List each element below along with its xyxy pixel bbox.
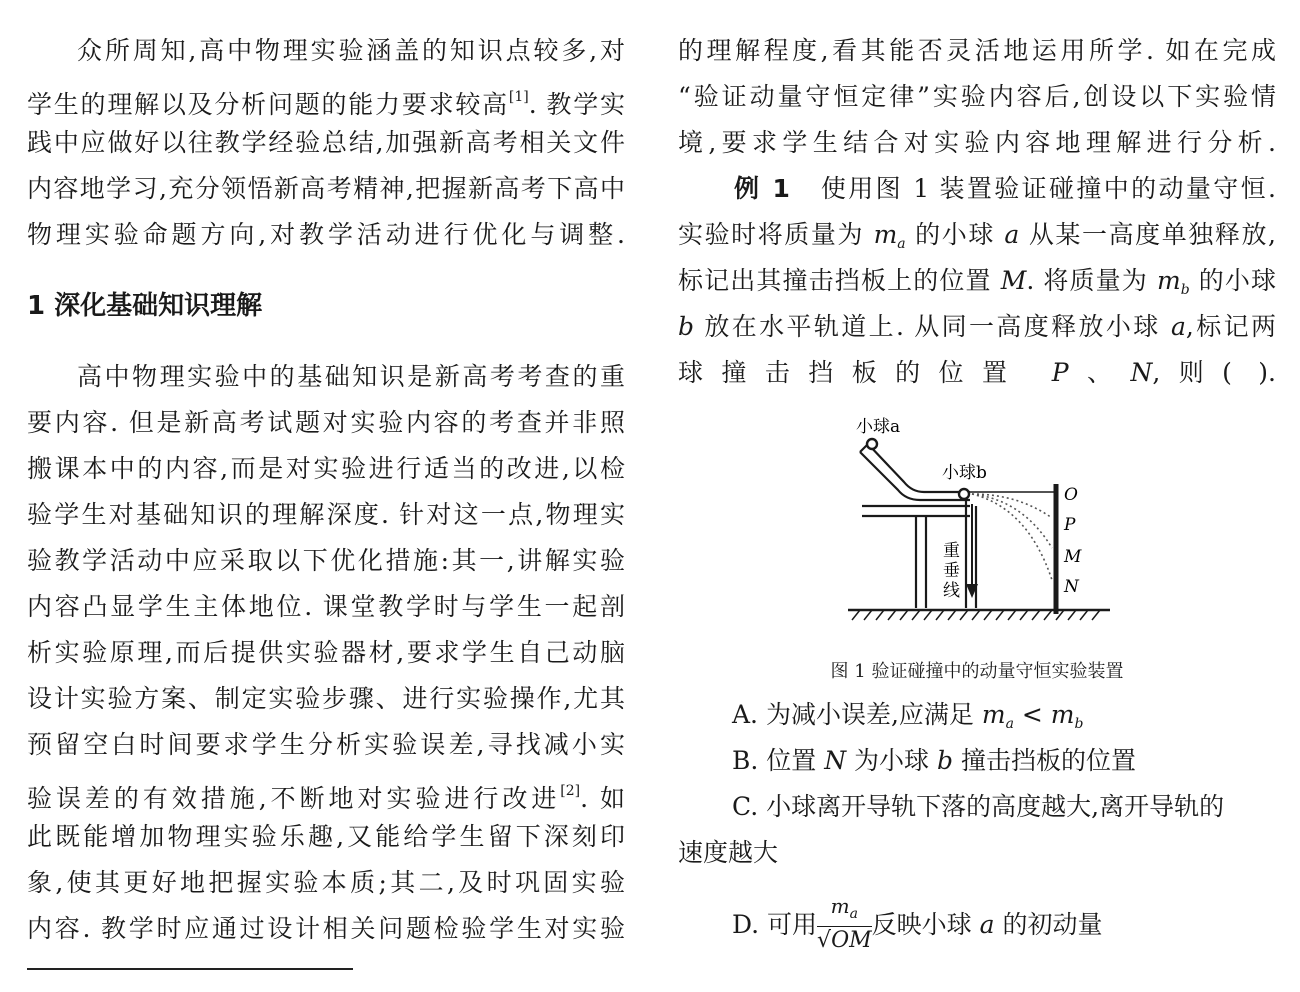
ball-b-label: 小球b: [942, 463, 987, 483]
text-line: 预留空白时间要求学生分析实验误差,寻找减小实: [27, 730, 625, 759]
intro-paragraph: [27, 28, 625, 258]
footnote-divider: [27, 968, 353, 970]
ball-a-label: 小球a: [856, 417, 901, 437]
figure-caption: 图 1 验证碰撞中的动量守恒实验装置: [830, 661, 1124, 682]
text-line: 要内容. 但是新高考试题对实验内容的考查并非照: [27, 408, 625, 437]
option-d[interactable]: D. 可用 $\frac{m_a}{√OM}$ 反映小球 a 的初动量: [732, 894, 1103, 953]
plumb-label: 垂: [943, 561, 960, 581]
text-line: 例 1 使用图 1 装置验证碰撞中的动量守恒.: [734, 174, 1277, 203]
text-line: 内容凸显学生主体地位. 课堂教学时与学生一起剖: [27, 592, 625, 621]
horizontal-rail: [862, 506, 970, 516]
text-line: 设计实验方案、制定实验步骤、进行实验操作,尤其: [27, 684, 625, 713]
text-line: 球撞击挡板的位置 P、N,则( ).: [678, 358, 1276, 387]
text-line: b 放在水平轨道上. 从同一高度释放小球 a,标记两: [678, 312, 1276, 341]
mark-label: O: [1064, 485, 1078, 505]
plumb-label: 线: [943, 581, 960, 601]
mark-label: N: [1064, 577, 1079, 597]
table-leg: [916, 516, 926, 608]
ground-hatch: [852, 610, 1100, 620]
text-line: 高中物理实验中的基础知识是新高考考查的重: [77, 362, 625, 391]
citation-ref[interactable]: [1]: [508, 89, 529, 105]
text-line: 标记出其撞击挡板上的位置 M. 将质量为 $m_b$ 的小球: [678, 266, 1277, 298]
text-line: “验证动量守恒定律”实验内容后,创设以下实验情: [678, 82, 1276, 111]
fraction: $\frac{m_a}{√OM}$: [817, 894, 872, 953]
option-c-continued: 速度越大: [678, 838, 779, 867]
option-c[interactable]: C. 小球离开导轨下落的高度越大,离开导轨的: [732, 792, 1225, 821]
text-line: 践中应做好以往教学经验总结,加强新高考相关文件: [27, 128, 625, 157]
text-line: 此既能增加物理实验乐趣,又能给学生留下深刻印: [27, 822, 625, 851]
body-paragraph: [27, 354, 625, 952]
citation-ref[interactable]: [2]: [560, 783, 581, 799]
text-line: 境,要求学生结合对实验内容地理解进行分析.: [678, 128, 1276, 157]
option-a[interactable]: A. 为减小误差,应满足 $m_a < m_b$: [732, 700, 1084, 732]
ball-a: [867, 439, 877, 449]
plumb-label: 重: [943, 541, 960, 561]
trajectories: [972, 494, 1052, 580]
apparatus-figure: [848, 408, 1110, 628]
text-line: 内容地学习,充分领悟新高考精神,把握新高考下高中: [27, 174, 625, 203]
text-line: 的理解程度,看其能否灵活地运用所学. 如在完成: [678, 36, 1276, 65]
text-line: 搬课本中的内容,而是对实验进行适当的改进,以检: [27, 454, 625, 483]
mark-label: P: [1064, 515, 1076, 535]
ball-b: [959, 489, 969, 499]
text-line: 众所周知,高中物理实验涵盖的知识点较多,对: [77, 36, 625, 65]
text-line: 验学生对基础知识的理解深度. 针对这一点,物理实: [27, 500, 625, 529]
section-title: 1 深化基础知识理解: [27, 291, 263, 321]
text-line: 验教学活动中应采取以下优化措施:其一,讲解实验: [27, 546, 625, 575]
example-label: 例 1: [734, 174, 790, 203]
example-paragraph: [678, 166, 1276, 396]
text-line: 实验时将质量为 $m_a$ 的小球 a 从某一高度单独释放,: [678, 220, 1276, 252]
text-line: 学生的理解以及分析问题的能力要求较高[1]. 教学实: [27, 89, 625, 119]
text-line: 验误差的有效措施,不断地对实验进行改进[2]. 如: [27, 783, 625, 813]
text-line: 物理实验命题方向,对教学活动进行优化与调整.: [27, 220, 625, 249]
continued-paragraph: [678, 28, 1276, 166]
text-line: 内容. 教学时应通过设计相关问题检验学生对实验: [27, 914, 625, 943]
mark-label: M: [1064, 547, 1082, 567]
text-line: 析实验原理,而后提供实验器材,要求学生自己动脑: [27, 638, 625, 667]
text-line: 象,使其更好地把握实验本质;其二,及时巩固实验: [27, 868, 625, 897]
option-b[interactable]: B. 位置 N 为小球 b 撞击挡板的位置: [732, 746, 1136, 775]
